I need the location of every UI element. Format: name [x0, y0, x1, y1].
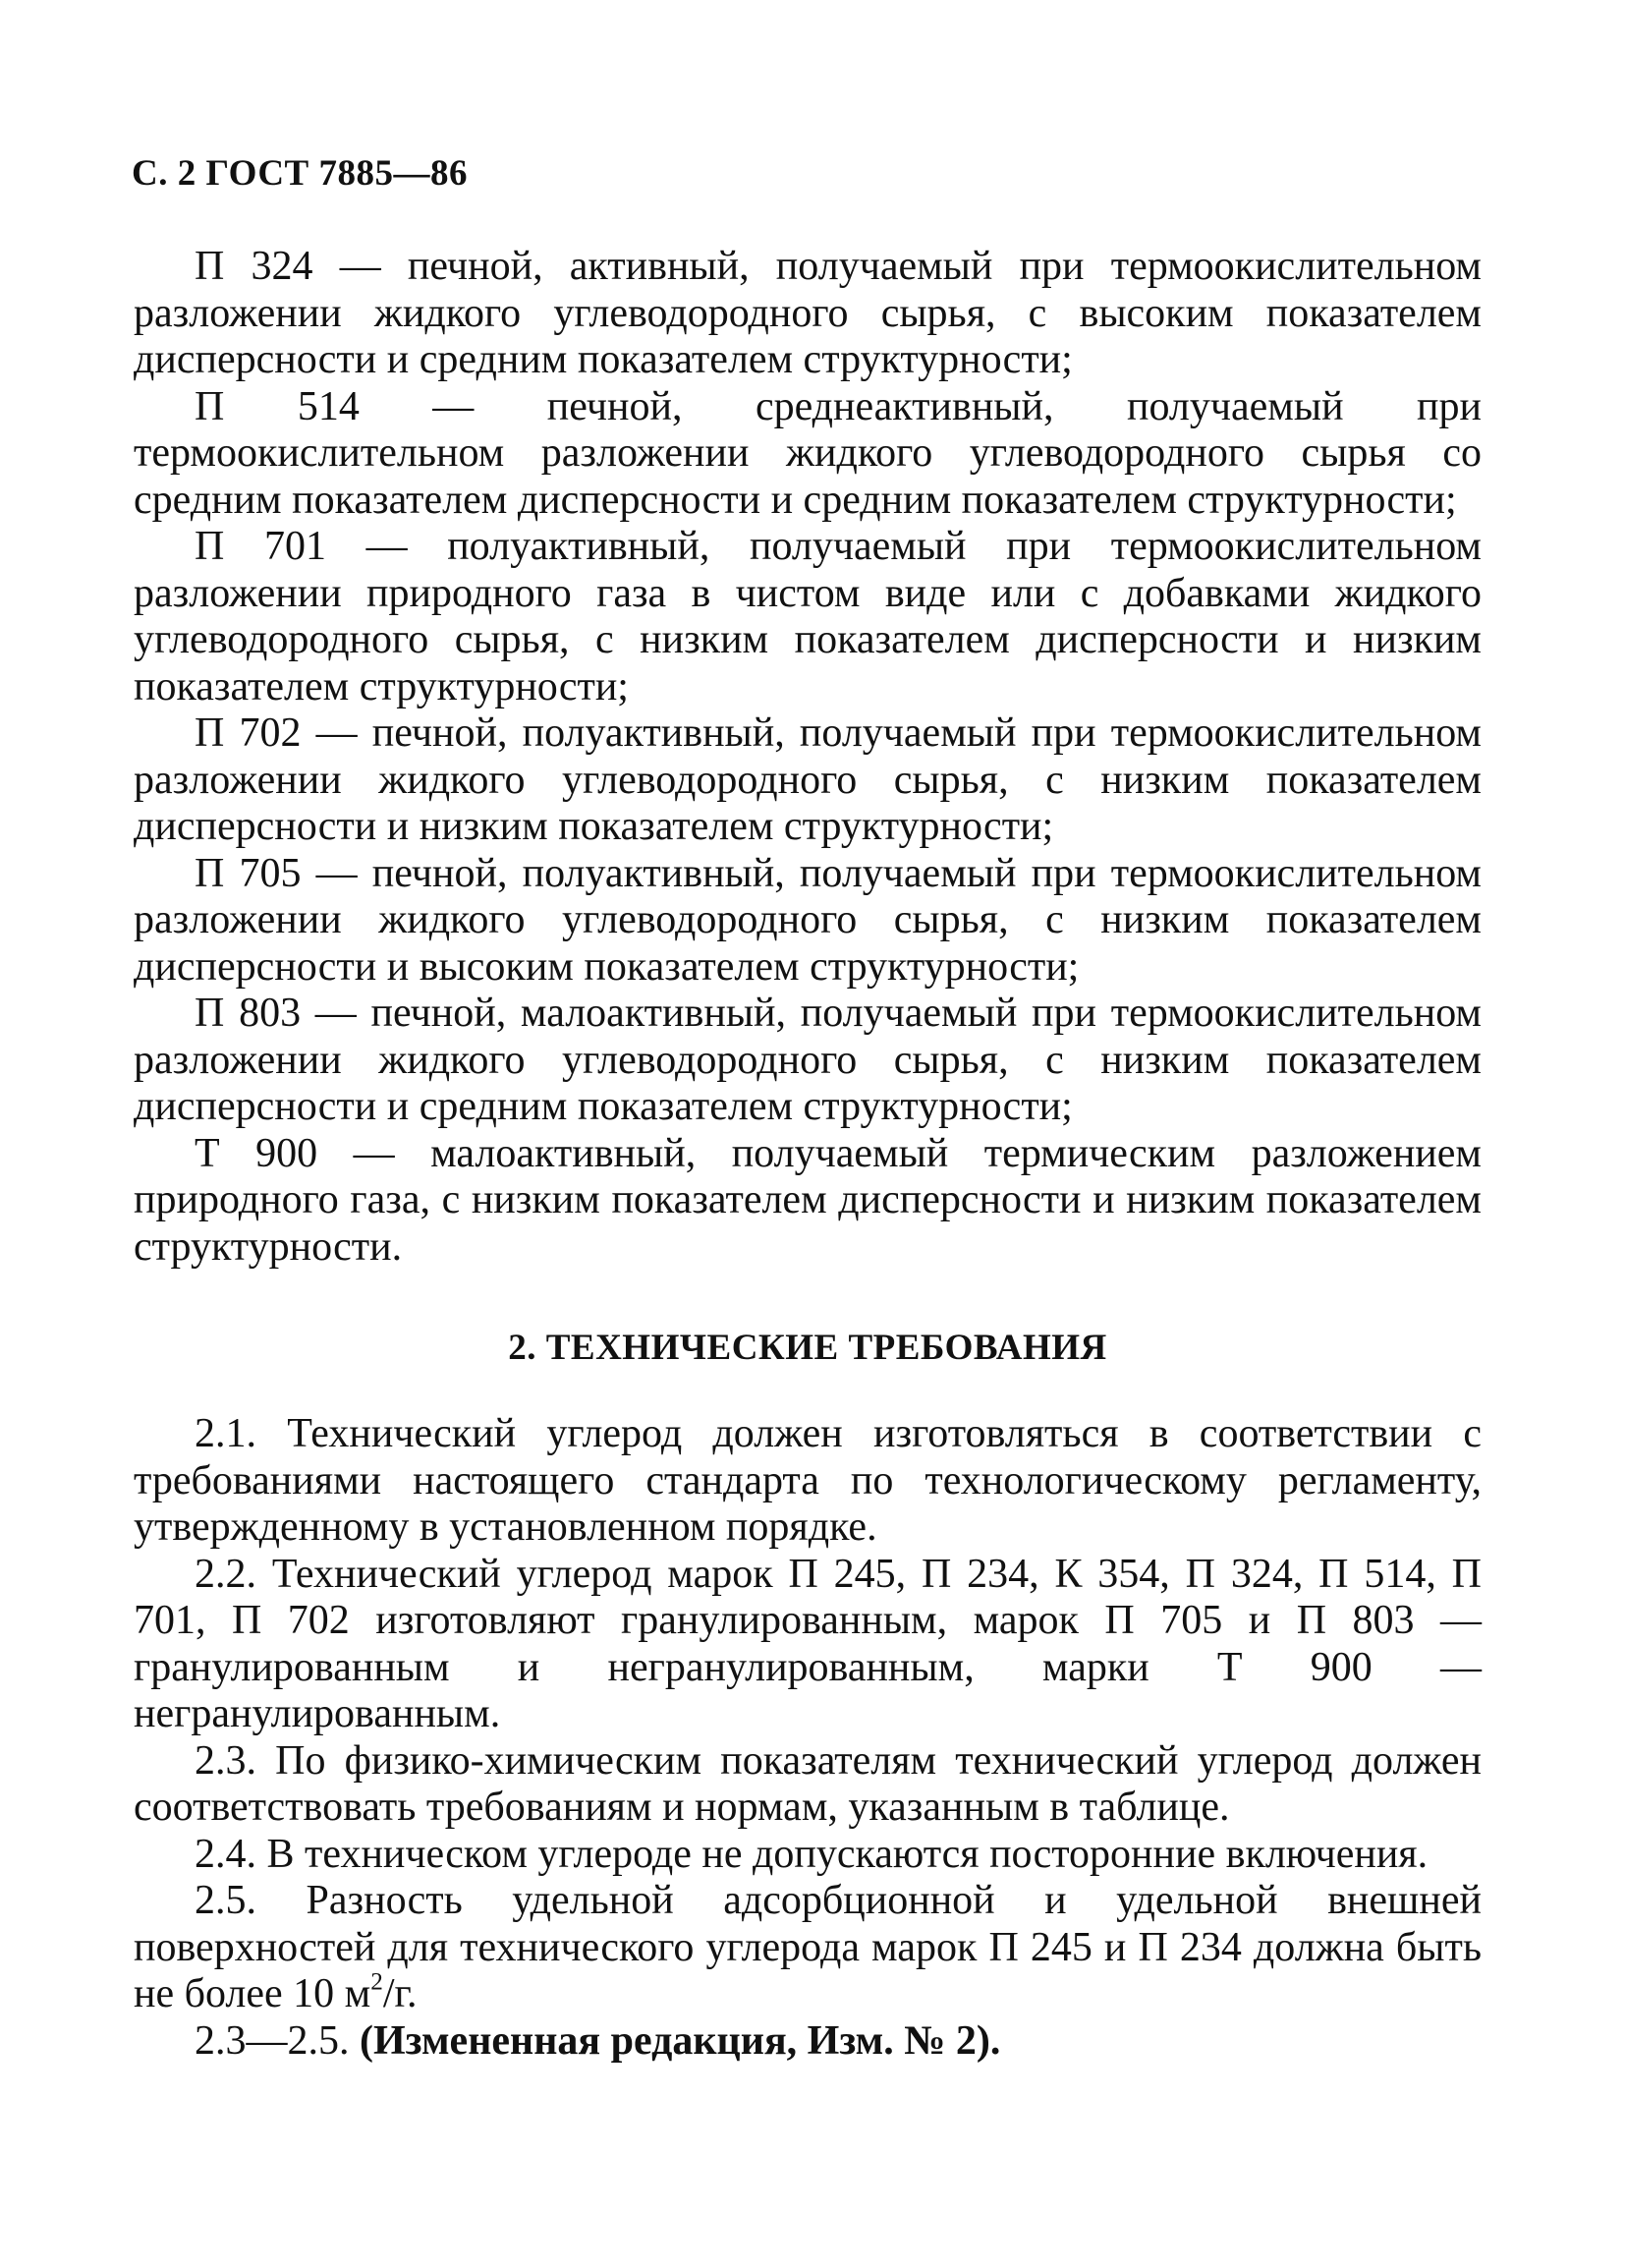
requirement-text: 2.5. Разность удельной адсорбционной и удельной внешней поверхностей для технического углерода марок П 245 и П 234 должна быть не более 10 м: [134, 1878, 1482, 2016]
requirements-block: [134, 1411, 1482, 2065]
requirement-paragraph: 2.2. Технический углерод марок П 245, П 234, К 354, П 324, П 514, П 701, П 702 изготовляют гранулированным, марок П 705 и П 803 — гранулированным и негранулированным, марки Т 900 — негранулированным.: [134, 1551, 1482, 1736]
definition-paragraph: П 514 — печной, среднеактивный, получаемый при термоокислительном разложении жидкого углеводородного сырья со средним показателем дисперсности и средним показателем структурности;: [134, 383, 1482, 523]
requirement-paragraph: 2.4. В техническом углероде не допускаются посторонние включения.: [195, 1831, 1429, 1877]
requirement-paragraph: 2.3. По физико-химическим показателям технический углерод должен соответствовать требованиям и нормам, указанным в таблице.: [134, 1737, 1482, 1830]
definition-paragraph: Т 900 — малоактивный, получаемый термическим разложением природного газа, с низким показателем дисперсности и низким показателем структурности.: [134, 1130, 1482, 1270]
unit-superscript: 2: [370, 1968, 383, 1996]
amendment-note: [134, 2018, 1482, 2066]
requirement-paragraph: [134, 1878, 1482, 2018]
definition-paragraph: П 705 — печной, полуактивный, получаемый при термоокислительном разложении жидкого углеводородного сырья, с низким показателем дисперсности и высоким показателем структурности;: [134, 850, 1482, 990]
running-header: С. 2 ГОСТ 7885—86: [132, 153, 468, 194]
amendment-label: (Измененная редакция, Изм. № 2).: [360, 2017, 1001, 2064]
section-heading: 2. ТЕХНИЧЕСКИЕ ТРЕБОВАНИЯ: [508, 1328, 1107, 1368]
definitions-block: [134, 244, 1482, 1271]
unit-tail: /г.: [382, 1971, 418, 2016]
definition-paragraph: П 702 — печной, полуактивный, получаемый при термоокислительном разложении жидкого углеводородного сырья, с низким показателем дисперсности и низким показателем структурности;: [134, 710, 1482, 849]
definition-paragraph: П 701 — полуактивный, получаемый при термоокислительном разложении природного газа в чистом виде или с добавками жидкого углеводородного сырья, с низким показателем дисперсности и низким показателем структурности;: [134, 524, 1482, 709]
amendment-range: 2.3—2.5.: [195, 2017, 360, 2064]
requirement-paragraph: 2.1. Технический углерод должен изготовляться в соответствии с требованиями настоящего стандарта по технологическому регламенту, утвержденному в установленном порядке.: [134, 1411, 1482, 1550]
definition-paragraph: П 324 — печной, активный, получаемый при термоокислительном разложении жидкого углеводородного сырья, с высоким показателем дисперсности и средним показателем структурности;: [134, 244, 1482, 382]
definition-paragraph: П 803 — печной, малоактивный, получаемый при термоокислительном разложении жидкого углеводородного сырья, с низким показателем дисперсности и средним показателем структурности;: [134, 991, 1482, 1129]
